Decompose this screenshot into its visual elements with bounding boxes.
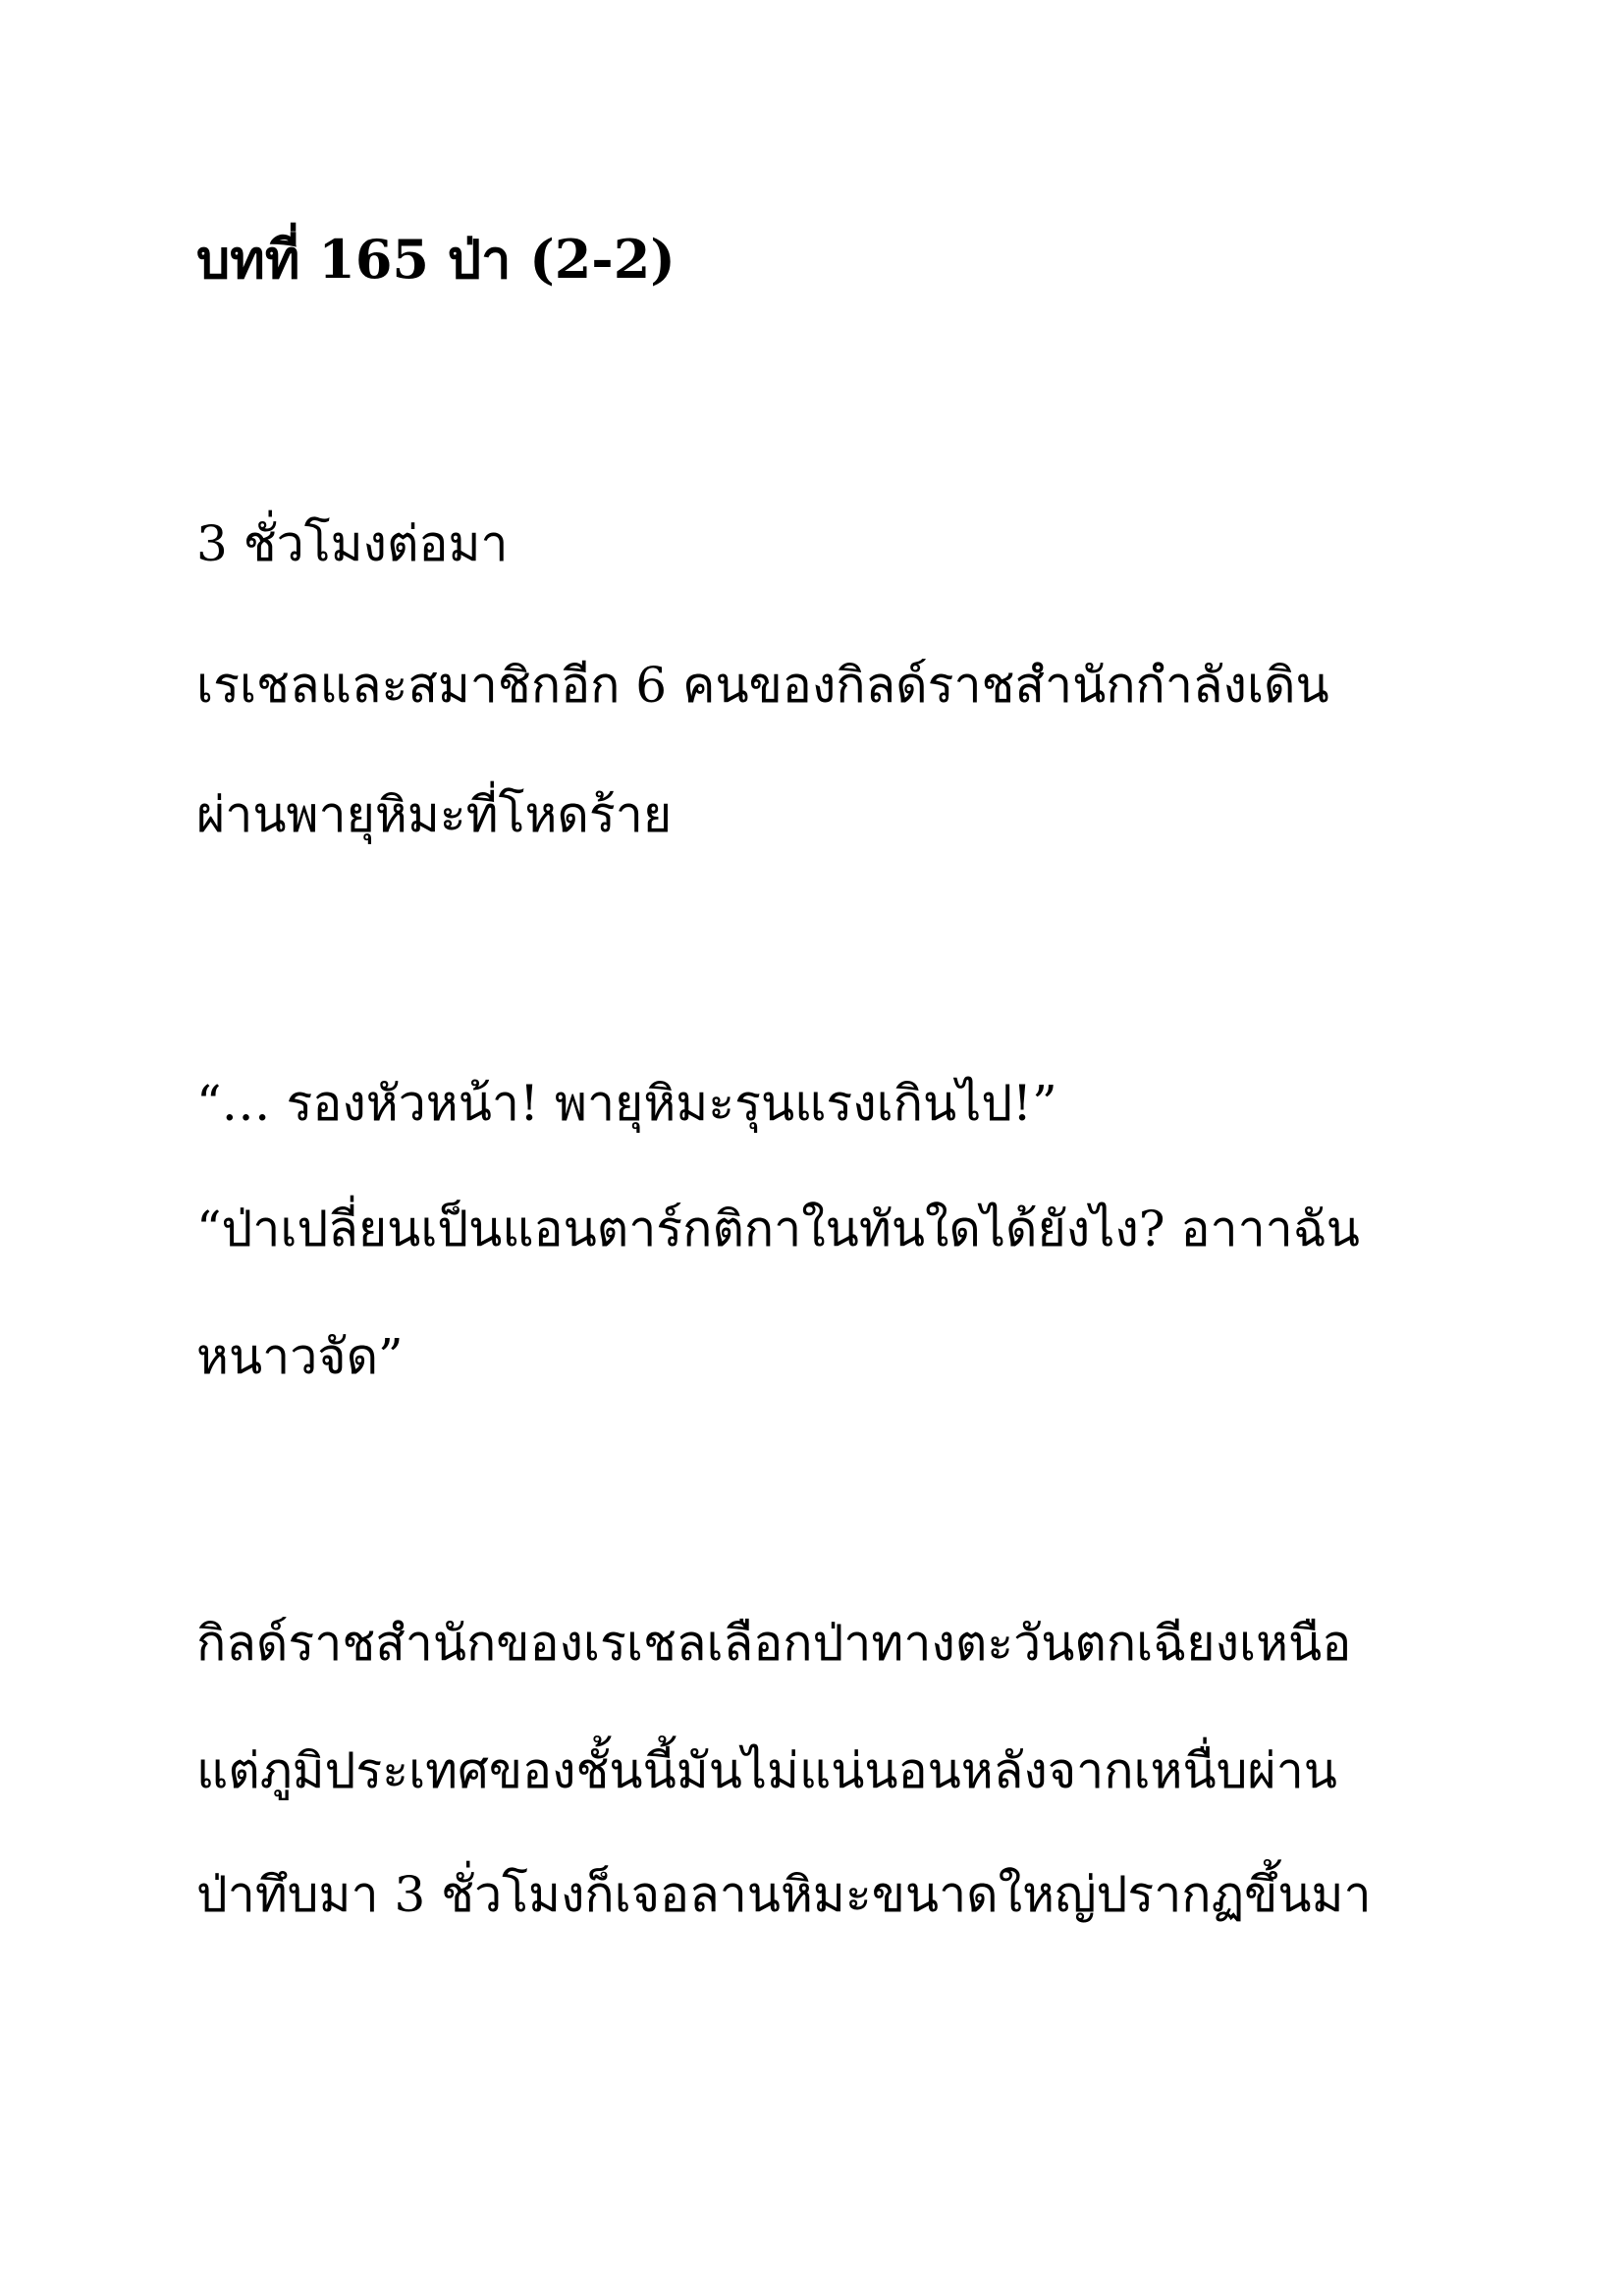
paragraph-line: กิลด์ราชสำนักของเรเชลเลือกป่าทางตะวันตกเฉียงเหนือ: [196, 1615, 1352, 1672]
paragraph-line: ผ่านพายุหิมะที่โหดร้าย: [196, 786, 673, 843]
paragraph-line: ป่าทึบมา 3 ชั่วโมงก็เจอลานหิมะขนาดใหญ่ปรากฏขึ้นมา: [196, 1866, 1372, 1923]
paragraph-line: แต่ภูมิประเทศของชั้นนี้มันไม่แน่นอนหลังจากเหนื่บผ่าน: [196, 1742, 1337, 1799]
chapter-title: บทที่ 165 ป่า (2-2): [196, 228, 676, 291]
dialogue-line: “… รองหัวหน้า! พายุหิมะรุนแรงเกินไป!”: [196, 1075, 1057, 1132]
dialogue-line: หนาวจัด”: [196, 1328, 404, 1385]
paragraph-line: 3 ชั่วโมงต่อมา: [196, 515, 509, 572]
paragraph-line: เรเชลและสมาชิกอีก 6 คนของกิลด์ราชสำนักกำลังเดิน: [196, 657, 1329, 714]
dialogue-line: “ป่าเปลี่ยนเป็นแอนตาร์กติกาในทันใดได้ยังไง? อาาาฉัน: [196, 1201, 1360, 1257]
